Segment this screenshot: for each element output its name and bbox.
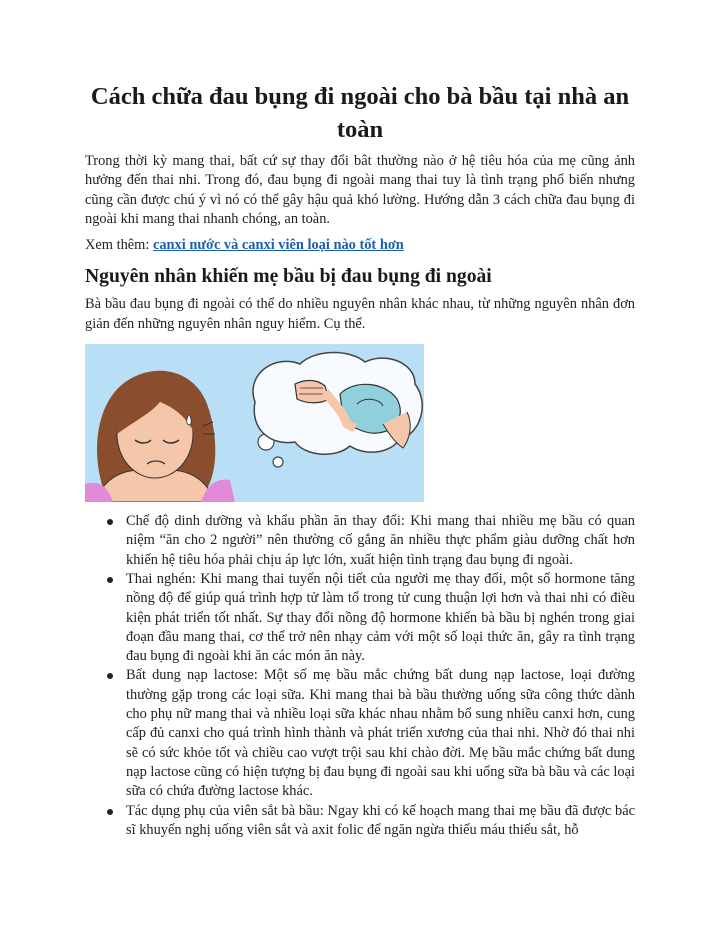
- bullet-dot-icon: [107, 577, 113, 583]
- list-item: [85, 802, 635, 841]
- list-item-text: Chế độ dinh dưỡng và khẩu phần ăn thay đổi: Khi mang thai nhiều mẹ bầu có quan niệm “ăn cho 2 người” nên thường cố gắng ăn nhiều thực phẩm giàu dưỡng chất hơn khiến hệ tiêu hóa phải chịu áp lực lớn, xuất hiện tình trạng đau bụng đi ngoài.: [126, 513, 635, 568]
- stomach-ache-illustration: [85, 344, 424, 502]
- see-also-link[interactable]: canxi nước và canxi viên loại nào tốt hơn: [152, 237, 404, 254]
- bullet-dot-icon: [107, 673, 113, 679]
- see-also: [85, 236, 635, 255]
- causes-list: [85, 512, 635, 840]
- see-also-prefix: Xem thêm:: [85, 237, 153, 254]
- list-item-text: Tác dụng phụ của viên sắt bà bầu: Ngay khi có kế hoạch mang thai mẹ bầu đã được bác sĩ khuyến nghị uống viên sắt và axit folic để ngăn ngừa thiếu máu thiếu sắt, hỗ: [126, 802, 635, 838]
- list-item-text: Thai nghén: Khi mang thai tuyến nội tiết của người mẹ thay đổi, một số hormone tăng nồng độ để giúp quá trình hợp tử làm tổ trong tử cung thuận lợi hơn và thai nhi có điều kiện phát triển tốt nhất. Sự thay đổi nồng độ hormone khiến bà bầu bị nghén trong giai đoạn đầu mang thai, cơ thể trở nên nhạy cảm với một số loại thức ăn, gây ra tình trạng đau bụng đi ngoài khi ăn các món ăn này.: [126, 570, 635, 665]
- section-intro: Bà bầu đau bụng đi ngoài có thể do nhiều nguyên nhân khác nhau, từ những nguyên nhân đơn giản đến những nguyên nhân nguy hiểm. Cụ thể.: [85, 296, 635, 332]
- bullet-dot-icon: [107, 809, 113, 815]
- bullet-dot-icon: [107, 519, 113, 525]
- article-title: Cách chữa đau bụng đi ngoài cho bà bầu tại nhà an toàn: [90, 83, 630, 143]
- list-item: [85, 512, 635, 570]
- section-heading: Nguyên nhân khiến mẹ bầu bị đau bụng đi ngoài: [85, 266, 492, 288]
- intro-paragraph: Trong thời kỳ mang thai, bất cứ sự thay đổi bât thường nào ở hệ tiêu hóa của mẹ cũng ảnh hưởng đến thai nhi. Trong đó, đau bụng đi ngoài mang thai tuy là tình trạng phổ biến nhưng cũng cần được chú ý vì nó có thể gây hậu quả khó lường. Hướng dẫn 3 cách chữa đau bụng đi ngoài khi mang thai nhanh chóng, an toàn.: [85, 153, 635, 227]
- list-item: [85, 570, 635, 666]
- list-item-text: Bất dung nạp lactose: Một số mẹ bầu mắc chứng bất dung nạp lactose, loại đường thường gặp trong các loại sữa. Khi mang thai bà bầu thường uống sữa công thức dành cho phụ nữ mang thai và nhiều loại sữa khác nhau nhằm bổ sung nhiều canxi hơn, cung cấp đủ canxi cho quá trình hình thành và phát triển xương của thai nhi. Nhờ đó thai nhi sẽ có sức khỏe tốt và chiều cao vượt trội sau khi chào đời. Mẹ bầu mắc chứng bất dung nạp lactose cũng có hiện tượng bị đau bụng đi ngoài sau khi uống sữa bà bầu và các loại sữa có chứa đường lactose khác.: [126, 667, 635, 800]
- list-item: [85, 666, 635, 801]
- article: [85, 80, 635, 840]
